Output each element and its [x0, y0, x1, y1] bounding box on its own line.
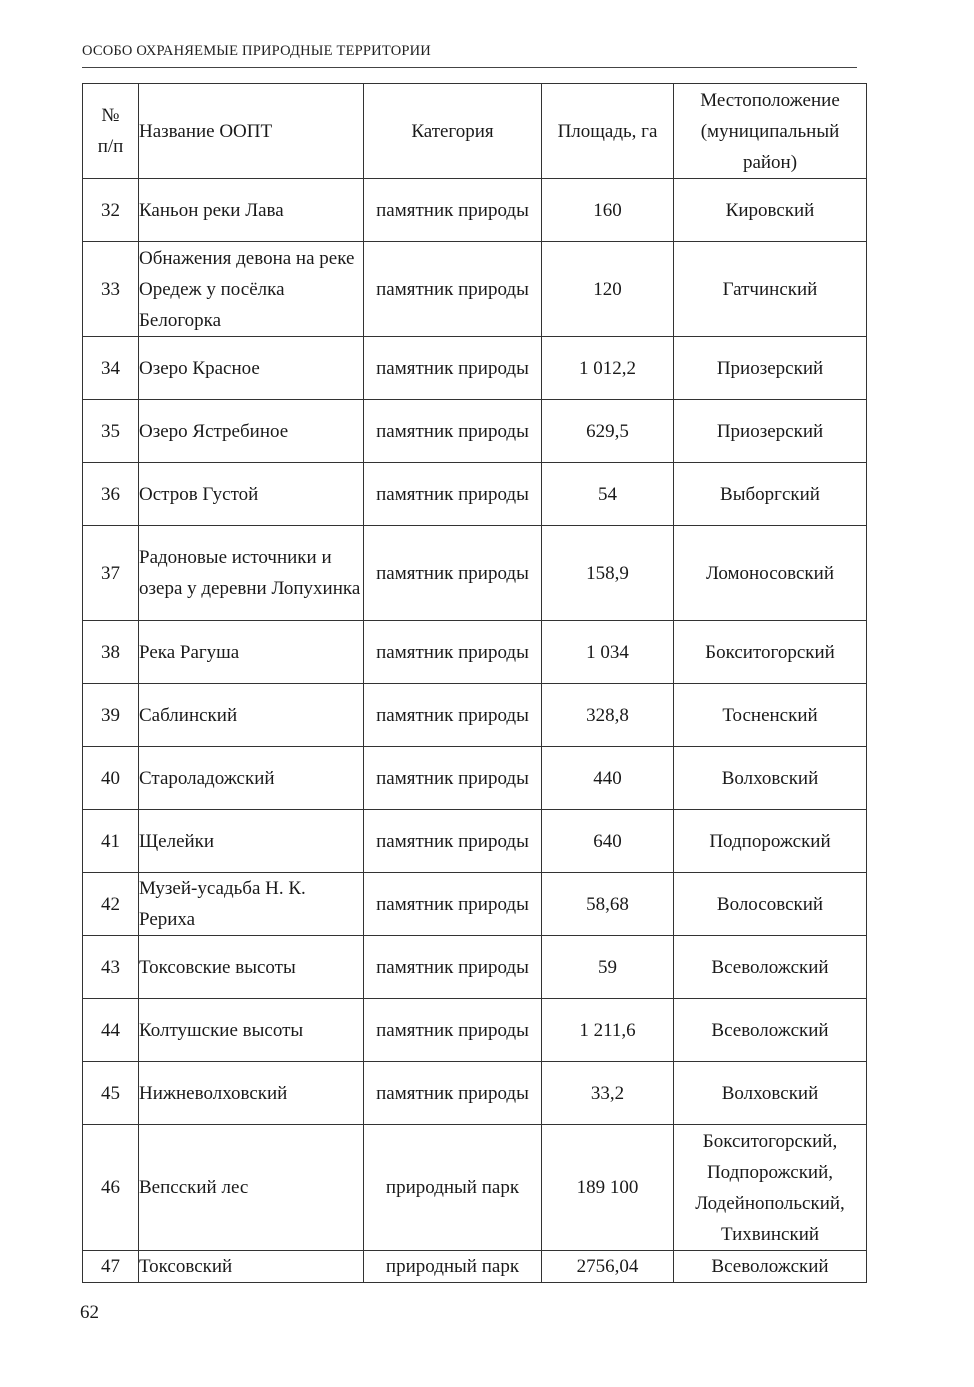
location-line: Лодейнопольский, — [695, 1192, 845, 1214]
row-number: 39 — [83, 684, 139, 747]
table-row — [83, 810, 867, 873]
page-number: 62 — [80, 1302, 99, 1323]
location-line: Тосненский — [722, 704, 818, 726]
location-line: Приозерский — [716, 420, 824, 442]
oopt-name: Токсовский — [139, 1251, 364, 1283]
table-row — [83, 1251, 867, 1283]
oopt-category: памятник природы — [364, 810, 542, 873]
oopt-name: Каньон реки Лава — [139, 179, 364, 242]
oopt-category: памятник природы — [364, 684, 542, 747]
location-line: Ломоносовский — [705, 562, 834, 584]
oopt-area: 440 — [542, 747, 674, 810]
header-rule — [82, 67, 857, 68]
header-category: Категория — [364, 84, 542, 179]
table-row — [83, 1125, 867, 1251]
oopt-category: природный парк — [364, 1251, 542, 1283]
oopt-location — [674, 400, 867, 463]
oopt-name: Обнажения девона на реке Оредеж у посёлка Белогорка — [139, 242, 364, 337]
oopt-name: Озеро Красное — [139, 337, 364, 400]
oopt-location — [674, 684, 867, 747]
oopt-category: памятник природы — [364, 337, 542, 400]
location-line: Волховский — [721, 1082, 819, 1104]
oopt-category: памятник природы — [364, 526, 542, 621]
row-number: 32 — [83, 179, 139, 242]
location-line: Всеволожский — [711, 956, 829, 978]
oopt-location — [674, 1062, 867, 1125]
location-line: Волховский — [721, 767, 819, 789]
oopt-area: 1 211,6 — [542, 999, 674, 1062]
table-row — [83, 747, 867, 810]
oopt-name: Остров Густой — [139, 463, 364, 526]
location-line: Выборгский — [720, 483, 820, 505]
oopt-name: Музей-усадьба Н. К. Рериха — [139, 873, 364, 936]
oopt-category: памятник природы — [364, 621, 542, 684]
oopt-area: 189 100 — [542, 1125, 674, 1251]
row-number: 33 — [83, 242, 139, 337]
oopt-area: 58,68 — [542, 873, 674, 936]
oopt-location — [674, 936, 867, 999]
oopt-location — [674, 526, 867, 621]
oopt-location — [674, 810, 867, 873]
oopt-category: памятник природы — [364, 179, 542, 242]
oopt-area: 629,5 — [542, 400, 674, 463]
oopt-name: Колтушские высоты — [139, 999, 364, 1062]
oopt-category: памятник природы — [364, 400, 542, 463]
header-location-line: район) — [742, 151, 798, 173]
location-line: Подпорожский — [709, 830, 831, 852]
oopt-location — [674, 747, 867, 810]
oopt-name: Радоновые источники и озера у деревни Лопухинка — [139, 526, 364, 621]
oopt-name: Нижневолховский — [139, 1062, 364, 1125]
table-row — [83, 999, 867, 1062]
table-row — [83, 684, 867, 747]
oopt-location — [674, 999, 867, 1062]
oopt-name: Токсовские высоты — [139, 936, 364, 999]
table-header-row — [83, 84, 867, 179]
row-number: 42 — [83, 873, 139, 936]
row-number: 47 — [83, 1251, 139, 1283]
oopt-table — [82, 83, 867, 1283]
location-line: Тихвинский — [720, 1223, 820, 1245]
oopt-category: памятник природы — [364, 1062, 542, 1125]
oopt-location — [674, 1125, 867, 1251]
oopt-name: Саблинский — [139, 684, 364, 747]
oopt-location — [674, 242, 867, 337]
oopt-name: Щелейки — [139, 810, 364, 873]
oopt-area: 120 — [542, 242, 674, 337]
oopt-location — [674, 873, 867, 936]
oopt-area: 2756,04 — [542, 1251, 674, 1283]
header-area: Площадь, га — [542, 84, 674, 179]
oopt-area: 328,8 — [542, 684, 674, 747]
location-line: Всеволожский — [711, 1019, 829, 1041]
location-line: Кировский — [725, 199, 815, 221]
oopt-location — [674, 621, 867, 684]
oopt-area: 54 — [542, 463, 674, 526]
row-number: 40 — [83, 747, 139, 810]
table-row — [83, 463, 867, 526]
row-number: 46 — [83, 1125, 139, 1251]
location-line: Подпорожский, — [706, 1161, 834, 1183]
header-location-line: (муниципальный — [700, 120, 840, 142]
row-number: 43 — [83, 936, 139, 999]
table-row — [83, 179, 867, 242]
row-number: 44 — [83, 999, 139, 1062]
header-num-symbol: № — [101, 105, 120, 126]
table-body — [83, 84, 867, 1283]
header-num-cell — [83, 84, 139, 179]
table-row — [83, 526, 867, 621]
running-head: ОСОБО ОХРАНЯЕМЫЕ ПРИРОДНЫЕ ТЕРРИТОРИИ — [82, 43, 431, 59]
table-row — [83, 621, 867, 684]
oopt-category: памятник природы — [364, 747, 542, 810]
oopt-area: 1 012,2 — [542, 337, 674, 400]
location-line: Приозерский — [716, 357, 824, 379]
oopt-name: Озеро Ястребиное — [139, 400, 364, 463]
location-line: Бокситогорский, — [702, 1130, 838, 1152]
header-name: Название ООПТ — [139, 84, 364, 179]
row-number: 37 — [83, 526, 139, 621]
oopt-category: памятник природы — [364, 936, 542, 999]
header-location-line: Местоположение — [700, 89, 840, 111]
row-number: 35 — [83, 400, 139, 463]
location-line: Бокситогорский — [705, 641, 835, 663]
oopt-area: 158,9 — [542, 526, 674, 621]
oopt-area: 640 — [542, 810, 674, 873]
header-location-cell — [674, 84, 867, 179]
location-line: Волосовский — [716, 893, 824, 915]
oopt-area: 160 — [542, 179, 674, 242]
table-row — [83, 1062, 867, 1125]
oopt-name: Вепсский лес — [139, 1125, 364, 1251]
oopt-name: Река Рагуша — [139, 621, 364, 684]
oopt-category: памятник природы — [364, 242, 542, 337]
header-num-abbr: п/п — [97, 136, 124, 157]
oopt-location — [674, 337, 867, 400]
oopt-category: памятник природы — [364, 999, 542, 1062]
row-number: 41 — [83, 810, 139, 873]
table-row — [83, 873, 867, 936]
oopt-category: природный парк — [364, 1125, 542, 1251]
row-number: 38 — [83, 621, 139, 684]
table-row — [83, 337, 867, 400]
location-line: Всеволожский — [711, 1256, 829, 1277]
oopt-area: 59 — [542, 936, 674, 999]
oopt-location — [674, 179, 867, 242]
table-row — [83, 936, 867, 999]
oopt-category: памятник природы — [364, 463, 542, 526]
oopt-category: памятник природы — [364, 873, 542, 936]
row-number: 36 — [83, 463, 139, 526]
oopt-location — [674, 463, 867, 526]
oopt-area: 1 034 — [542, 621, 674, 684]
oopt-location — [674, 1251, 867, 1283]
oopt-name: Староладожский — [139, 747, 364, 810]
location-line: Гатчинский — [722, 278, 818, 300]
oopt-area: 33,2 — [542, 1062, 674, 1125]
table-row — [83, 400, 867, 463]
row-number: 34 — [83, 337, 139, 400]
table-row — [83, 242, 867, 337]
row-number: 45 — [83, 1062, 139, 1125]
